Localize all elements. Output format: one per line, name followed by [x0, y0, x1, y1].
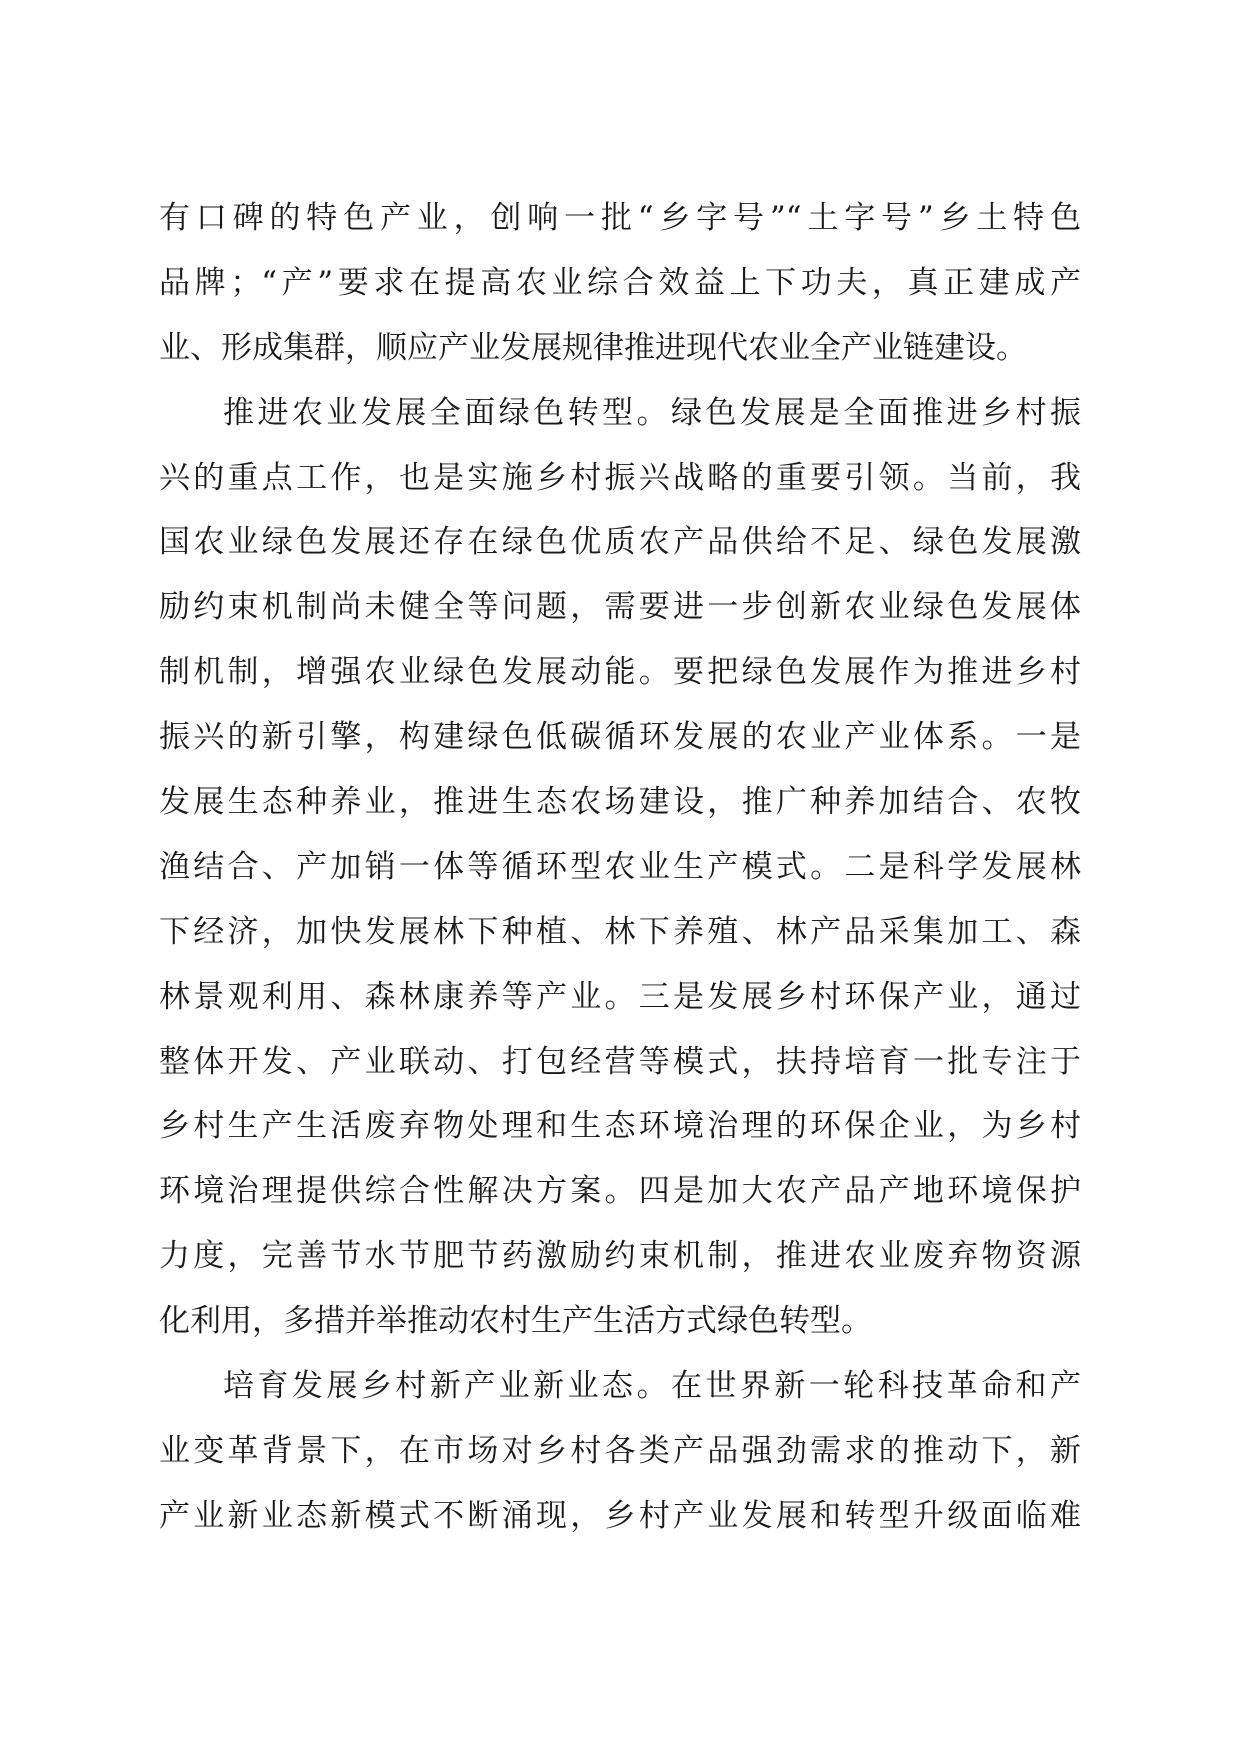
- text-line: 渔结合、产加销一体等循环型农业生产模式。二是科学发展林: [159, 848, 1081, 885]
- text-line: 制机制，增强农业绿色发展动能。要把绿色发展作为推进乡村: [159, 654, 1081, 691]
- text-line: 乡村生产生活废弃物处理和生态环境治理的环保企业，为乡村: [159, 1108, 1081, 1145]
- text-line: 下经济，加快发展林下种植、林下养殖、林产品采集加工、森: [159, 913, 1081, 950]
- text-line: 业、形成集群，顺应产业发展规律推进现代农业全产业链建设。: [159, 329, 1027, 366]
- text-line: 环境治理提供综合性解决方案。四是加大农产品产地环境保护: [159, 1173, 1081, 1210]
- text-line: 化利用，多措并举推动农村生产生活方式绿色转型。: [159, 1303, 872, 1340]
- text-line: 国农业绿色发展还存在绿色优质农产品供给不足、绿色发展激: [159, 524, 1081, 561]
- text-line: 有口碑的特色产业，创响一批“乡字号”“土字号”乡土特色: [159, 200, 1081, 236]
- document-body: [159, 186, 1081, 1549]
- text-line: 励约束机制尚未健全等问题，需要进一步创新农业绿色发展体: [159, 589, 1081, 626]
- text-line: 整体开发、产业联动、打包经营等模式，扶持培育一批专注于: [159, 1043, 1081, 1080]
- text-line: 发展生态种养业，推进生态农场建设，推广种养加结合、农牧: [159, 784, 1081, 821]
- text-line: 兴的重点工作，也是实施乡村振兴战略的重要引领。当前，我: [159, 459, 1081, 496]
- paragraph-first-line: 培育发展乡村新产业新业态。在世界新一轮科技革命和产: [223, 1368, 1081, 1405]
- text-line: 产业新业态新模式不断涌现，乡村产业发展和转型升级面临难: [159, 1497, 1081, 1534]
- paragraph-first-line: 推进农业发展全面绿色转型。绿色发展是全面推进乡村振: [223, 394, 1081, 431]
- text-line: 品牌；“产”要求在提高农业综合效益上下功夫，真正建成产: [159, 264, 1081, 301]
- text-line: 力度，完善节水节肥节药激励约束机制，推进农业废弃物资源: [159, 1238, 1081, 1275]
- text-line: 振兴的新引擎，构建绿色低碳循环发展的农业产业体系。一是: [159, 719, 1081, 756]
- text-line: 业变革背景下，在市场对乡村各类产品强劲需求的推动下，新: [159, 1432, 1081, 1469]
- text-line: 林景观利用、森林康养等产业。三是发展乡村环保产业，通过: [159, 978, 1081, 1015]
